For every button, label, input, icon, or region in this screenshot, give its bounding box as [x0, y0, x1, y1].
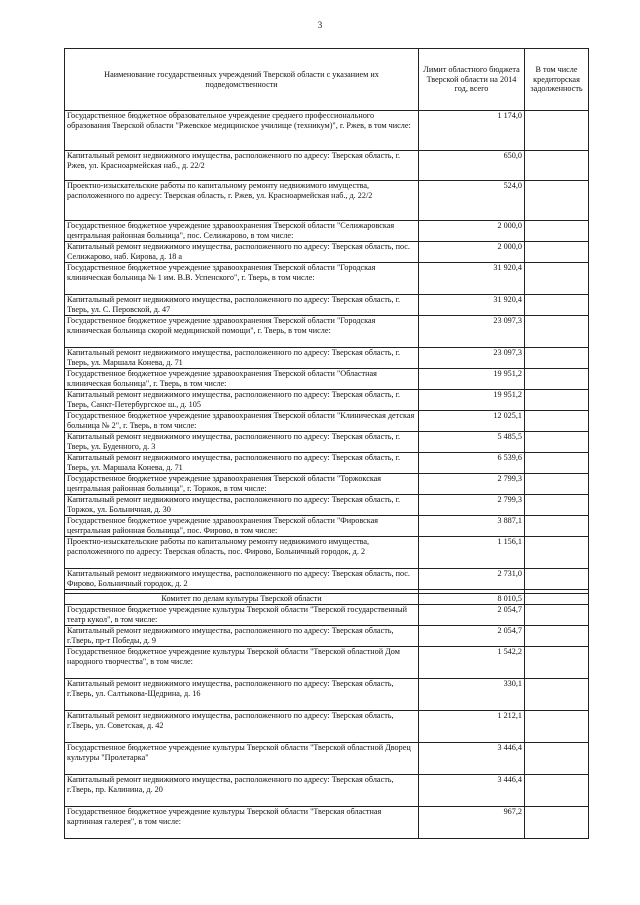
table-row — [65, 111, 589, 151]
row-name: Капитальный ремонт недвижимого имущества, расположенного по адресу: Тверская область, г. Тверь, ул. С. Перовской, д. 47 — [65, 295, 419, 316]
row-name: Государственное бюджетное учреждение культуры Тверской области "Тверской государственный театр кукол", в том числе: — [65, 605, 419, 626]
row-limit: 2 054,7 — [419, 605, 525, 626]
row-limit: 19 951,2 — [419, 390, 525, 411]
row-limit: 31 920,4 — [419, 263, 525, 295]
row-limit: 12 025,1 — [419, 411, 525, 432]
table-row — [65, 594, 589, 605]
table-row — [65, 647, 589, 679]
row-limit: 23 097,3 — [419, 348, 525, 369]
row-name: Государственное бюджетное учреждение здравоохранения Тверской области "Городская клиническая больница № 1 им. В.В. Успенского", г. Тверь, в том числе: — [65, 263, 419, 295]
table-row — [65, 411, 589, 432]
row-limit: 3 887,1 — [419, 516, 525, 537]
table-row — [65, 605, 589, 626]
row-debt — [525, 679, 589, 711]
row-name: Государственное бюджетное учреждение культуры Тверской области "Тверской областной Дом народного творчества", в том числе: — [65, 647, 419, 679]
row-name: Капитальный ремонт недвижимого имущества, расположенного по адресу: Тверская область, г. Торжок, ул. Больничная, д. 30 — [65, 495, 419, 516]
table-row — [65, 263, 589, 295]
row-name: Капитальный ремонт недвижимого имущества, расположенного по адресу: Тверская область, г. Тверь, Санкт-Петербургское ш., д. 105 — [65, 390, 419, 411]
table-row — [65, 569, 589, 590]
row-name: Капитальный ремонт недвижимого имущества, расположенного по адресу: Тверская область, г. Тверь, ул. Маршала Конева, д. 71 — [65, 348, 419, 369]
row-limit: 3 446,4 — [419, 775, 525, 807]
row-limit: 31 920,4 — [419, 295, 525, 316]
row-debt — [525, 626, 589, 647]
row-debt — [525, 411, 589, 432]
row-debt — [525, 369, 589, 390]
table-row — [65, 711, 589, 743]
row-limit: 1 212,1 — [419, 711, 525, 743]
table-row — [65, 495, 589, 516]
row-debt — [525, 181, 589, 221]
row-debt — [525, 516, 589, 537]
row-name: Капитальный ремонт недвижимого имущества, расположенного по адресу: Тверская область, г.Тверь, ул. Салтыкова-Щедрина, д. 16 — [65, 679, 419, 711]
row-name: Государственное бюджетное учреждение здравоохранения Тверской области "Городская клиническая больница скорой медицинской помощи", г. Тверь, в том числе: — [65, 316, 419, 348]
row-debt — [525, 743, 589, 775]
table-row — [65, 316, 589, 348]
row-name: Государственное бюджетное учреждение здравоохранения Тверской области "Торжокская центральная районная больница", г. Торжок, в том числе: — [65, 474, 419, 495]
row-debt — [525, 495, 589, 516]
row-limit: 3 446,4 — [419, 743, 525, 775]
budget-table — [64, 48, 589, 839]
row-debt — [525, 474, 589, 495]
row-limit: 1 156,1 — [419, 537, 525, 569]
row-limit: 2 799,3 — [419, 474, 525, 495]
row-name: Капитальный ремонт недвижимого имущества, расположенного по адресу: Тверская область, г.Тверь, ул. Советская, д. 42 — [65, 711, 419, 743]
row-name: Государственное бюджетное образовательное учреждение среднего профессионального образования Тверской области "Ржевское медицинское училище (техникум)", г. Ржев, в том числе: — [65, 111, 419, 151]
table-row — [65, 474, 589, 495]
table-row — [65, 453, 589, 474]
table-header-row — [65, 49, 589, 111]
row-debt — [525, 242, 589, 263]
row-debt — [525, 348, 589, 369]
row-debt — [525, 647, 589, 679]
row-name: Капитальный ремонт недвижимого имущества, расположенного по адресу: Тверская область, г. Ржев, ул. Красноармейская наб., д. 22/2 — [65, 151, 419, 181]
row-debt — [525, 151, 589, 181]
table-row — [65, 181, 589, 221]
row-debt — [525, 111, 589, 151]
row-debt — [525, 775, 589, 807]
row-name: Капитальный ремонт недвижимого имущества, расположенного по адресу: Тверская область, г.Тверь, пр. Калинина, д. 20 — [65, 775, 419, 807]
header-debt: В том числе кредиторская задолженность — [525, 49, 589, 111]
row-name: Государственное бюджетное учреждение здравоохранения Тверской области "Селижаровская центральная районная больница", пос. Селижарово, в том числе: — [65, 221, 419, 242]
row-debt — [525, 221, 589, 242]
row-name: Капитальный ремонт недвижимого имущества, расположенного по адресу: Тверская область, пос. Селижарово, наб. Кирова, д. 18 а — [65, 242, 419, 263]
table-row — [65, 348, 589, 369]
row-name: Государственное бюджетное учреждение здравоохранения Тверской области "Клиническая детская больница № 2", г. Тверь, в том числе: — [65, 411, 419, 432]
row-limit: 524,0 — [419, 181, 525, 221]
row-debt — [525, 295, 589, 316]
row-debt — [525, 316, 589, 348]
table-row — [65, 516, 589, 537]
row-limit: 330,1 — [419, 679, 525, 711]
row-debt — [525, 711, 589, 743]
row-limit: 23 097,3 — [419, 316, 525, 348]
row-limit: 2 799,3 — [419, 495, 525, 516]
row-name: Государственное бюджетное учреждение культуры Тверской области "Тверской областной Дворец культуры "Пролетарка" — [65, 743, 419, 775]
row-debt — [525, 263, 589, 295]
row-name: Проектно-изыскательские работы по капитальному ремонту недвижимого имущества, расположенного по адресу: Тверская область, пос. Фирово, Больничный городок, д. 2 — [65, 537, 419, 569]
row-limit: 1 542,2 — [419, 647, 525, 679]
row-limit: 1 174,0 — [419, 111, 525, 151]
row-limit: 5 485,5 — [419, 432, 525, 453]
row-limit: 2 000,0 — [419, 242, 525, 263]
row-debt — [525, 569, 589, 590]
table-row — [65, 807, 589, 839]
table-row — [65, 626, 589, 647]
table-row — [65, 369, 589, 390]
table-row — [65, 537, 589, 569]
row-debt — [525, 390, 589, 411]
row-limit: 2 731,0 — [419, 569, 525, 590]
row-limit: 19 951,2 — [419, 369, 525, 390]
table-row — [65, 679, 589, 711]
table-row — [65, 295, 589, 316]
row-name: Капитальный ремонт недвижимого имущества, расположенного по адресу: Тверская область, г. Тверь, ул. Буденного, д. 3 — [65, 432, 419, 453]
row-limit: 2 000,0 — [419, 221, 525, 242]
row-name: Капитальный ремонт недвижимого имущества, расположенного по адресу: Тверская область, г.Тверь, пр-т Победы, д. 9 — [65, 626, 419, 647]
table-row — [65, 390, 589, 411]
row-limit: 650,0 — [419, 151, 525, 181]
row-debt — [525, 605, 589, 626]
row-limit: 2 054,7 — [419, 626, 525, 647]
row-debt — [525, 594, 589, 605]
table-row — [65, 775, 589, 807]
table-row — [65, 743, 589, 775]
row-name: Государственное бюджетное учреждение здравоохранения Тверской области "Фировская центральная районная больница", пос. Фирово, в том числе: — [65, 516, 419, 537]
row-debt — [525, 537, 589, 569]
row-debt — [525, 432, 589, 453]
row-limit: 8 010,5 — [419, 594, 525, 605]
page-number: 3 — [317, 20, 323, 30]
table-body — [65, 111, 589, 839]
header-name: Наименование государственных учреждений Тверской области с указанием их подведомственности — [65, 49, 419, 111]
row-debt — [525, 453, 589, 474]
row-name: Капитальный ремонт недвижимого имущества, расположенного по адресу: Тверская область, пос. Фирово, Больничный городок, д. 2 — [65, 569, 419, 590]
table-row — [65, 432, 589, 453]
row-name: Проектно-изыскательские работы по капитальному ремонту недвижимого имущества, расположенного по адресу: Тверская область, г. Ржев, ул. Красноармейская наб., д. 22/2 — [65, 181, 419, 221]
header-limit: Лимит областного бюджета Тверской области на 2014 год, всего — [419, 49, 525, 111]
table-row — [65, 221, 589, 242]
row-name: Государственное бюджетное учреждение культуры Тверской области "Тверская областная картинная галерея", в том числе: — [65, 807, 419, 839]
row-limit: 6 539,6 — [419, 453, 525, 474]
row-name: Комитет по делам культуры Тверской области — [65, 594, 419, 605]
table-row — [65, 151, 589, 181]
row-name: Капитальный ремонт недвижимого имущества, расположенного по адресу: Тверская область, г. Тверь, ул. Маршала Конева, д. 71 — [65, 453, 419, 474]
row-name: Государственное бюджетное учреждение здравоохранения Тверской области "Областная клиническая больница", г. Тверь, в том числе: — [65, 369, 419, 390]
row-limit: 967,2 — [419, 807, 525, 839]
row-debt — [525, 807, 589, 839]
table-row — [65, 242, 589, 263]
